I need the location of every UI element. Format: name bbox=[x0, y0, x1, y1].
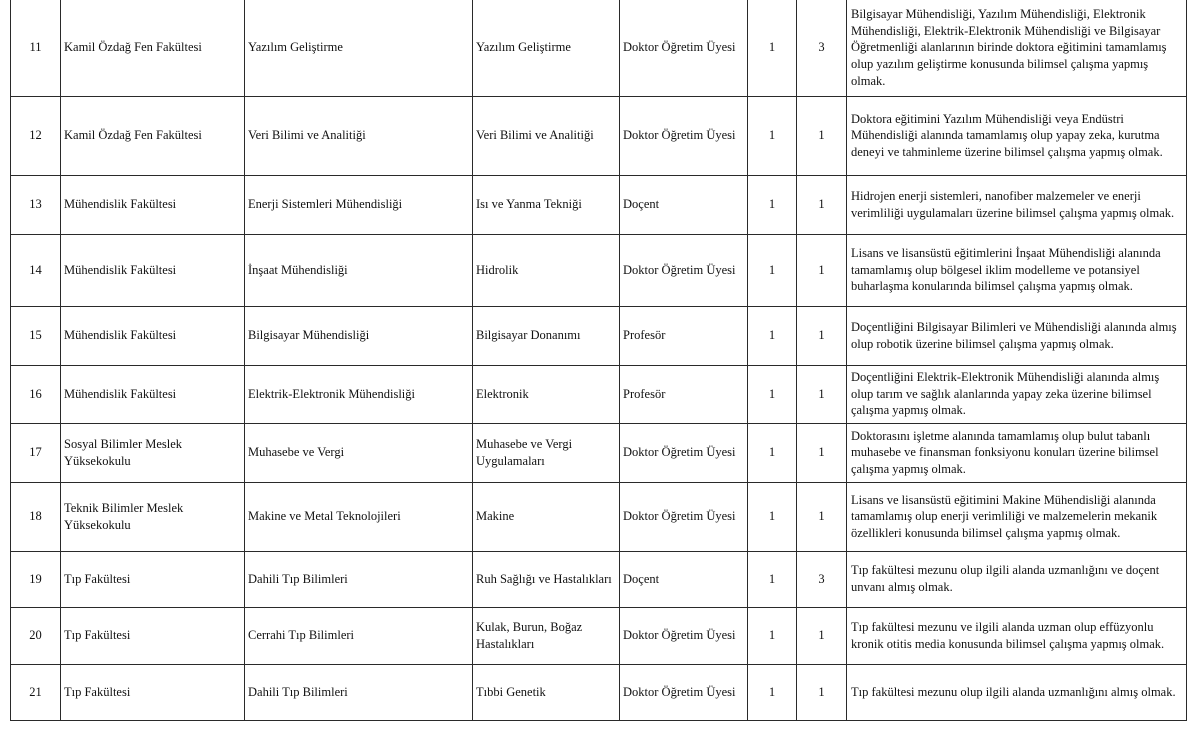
table-row bbox=[11, 607, 1187, 664]
department-cell: Muhasebe ve Vergi bbox=[245, 423, 473, 482]
count-cell: 1 bbox=[797, 423, 847, 482]
faculty-cell: Mühendislik Fakültesi bbox=[61, 306, 245, 365]
faculty-positions-table bbox=[10, 0, 1187, 721]
table-row bbox=[11, 482, 1187, 551]
faculty-cell: Mühendislik Fakültesi bbox=[61, 175, 245, 234]
faculty-cell: Teknik Bilimler Meslek Yüksekokulu bbox=[61, 482, 245, 551]
department-cell: Enerji Sistemleri Mühendisliği bbox=[245, 175, 473, 234]
requirement-cell: Doçentliğini Elektrik-Elektronik Mühendisliği alanında almış olup tarım ve sağlık alanlarında yapay zeka üzerine bilimsel çalışma yapmış olmak. bbox=[847, 365, 1187, 423]
field-cell: Ruh Sağlığı ve Hastalıkları bbox=[473, 551, 620, 607]
department-cell: Makine ve Metal Teknolojileri bbox=[245, 482, 473, 551]
row-number-cell: 16 bbox=[11, 365, 61, 423]
count-cell: 1 bbox=[797, 482, 847, 551]
title-cell: Doktor Öğretim Üyesi bbox=[620, 664, 748, 720]
title-cell: Doktor Öğretim Üyesi bbox=[620, 423, 748, 482]
level-cell: 1 bbox=[748, 234, 797, 306]
field-cell: Hidrolik bbox=[473, 234, 620, 306]
title-cell: Doktor Öğretim Üyesi bbox=[620, 234, 748, 306]
row-number-cell: 17 bbox=[11, 423, 61, 482]
row-number-cell: 11 bbox=[11, 0, 61, 96]
field-cell: Elektronik bbox=[473, 365, 620, 423]
row-number-cell: 20 bbox=[11, 607, 61, 664]
faculty-cell: Tıp Fakültesi bbox=[61, 551, 245, 607]
table-row bbox=[11, 96, 1187, 175]
title-cell: Profesör bbox=[620, 365, 748, 423]
faculty-cell: Tıp Fakültesi bbox=[61, 664, 245, 720]
count-cell: 3 bbox=[797, 0, 847, 96]
field-cell: Isı ve Yanma Tekniği bbox=[473, 175, 620, 234]
level-cell: 1 bbox=[748, 482, 797, 551]
requirement-cell: Doçentliğini Bilgisayar Bilimleri ve Mühendisliği alanında almış olup robotik üzerine bilimsel çalışma yapmış olmak. bbox=[847, 306, 1187, 365]
department-cell: Cerrahi Tıp Bilimleri bbox=[245, 607, 473, 664]
faculty-cell: Mühendislik Fakültesi bbox=[61, 365, 245, 423]
faculty-cell: Kamil Özdağ Fen Fakültesi bbox=[61, 0, 245, 96]
requirement-cell: Lisans ve lisansüstü eğitimlerini İnşaat Mühendisliği alanında tamamlamış olup bölgesel iklim modelleme ve potansiyel buharlaşma konularında bilimsel çalışma yapmış olmak. bbox=[847, 234, 1187, 306]
level-cell: 1 bbox=[748, 175, 797, 234]
requirement-cell: Doktora eğitimini Yazılım Mühendisliği veya Endüstri Mühendisliği alanında tamamlamış olup yapay zeka, kurutma deneyi ve tahminleme üzerine bilimsel çalışma yapmış olmak. bbox=[847, 96, 1187, 175]
table-row bbox=[11, 0, 1187, 96]
department-cell: İnşaat Mühendisliği bbox=[245, 234, 473, 306]
title-cell: Doçent bbox=[620, 551, 748, 607]
level-cell: 1 bbox=[748, 365, 797, 423]
table-row bbox=[11, 664, 1187, 720]
field-cell: Makine bbox=[473, 482, 620, 551]
count-cell: 1 bbox=[797, 365, 847, 423]
requirement-cell: Bilgisayar Mühendisliği, Yazılım Mühendisliği, Elektronik Mühendisliği, Elektrik-Elektronik Mühendisliği ve Bilgisayar Öğretmenliği alanlarının birinde doktora eğitimini tamamlamış olup yazılım geliştirme konusunda bilimsel çalışma yapmış olmak. bbox=[847, 0, 1187, 96]
field-cell: Kulak, Burun, Boğaz Hastalıkları bbox=[473, 607, 620, 664]
title-cell: Doktor Öğretim Üyesi bbox=[620, 482, 748, 551]
title-cell: Doktor Öğretim Üyesi bbox=[620, 0, 748, 96]
faculty-cell: Kamil Özdağ Fen Fakültesi bbox=[61, 96, 245, 175]
department-cell: Elektrik-Elektronik Mühendisliği bbox=[245, 365, 473, 423]
level-cell: 1 bbox=[748, 551, 797, 607]
field-cell: Muhasebe ve Vergi Uygulamaları bbox=[473, 423, 620, 482]
row-number-cell: 13 bbox=[11, 175, 61, 234]
row-number-cell: 14 bbox=[11, 234, 61, 306]
table-row bbox=[11, 423, 1187, 482]
department-cell: Dahili Tıp Bilimleri bbox=[245, 551, 473, 607]
title-cell: Doktor Öğretim Üyesi bbox=[620, 96, 748, 175]
row-number-cell: 18 bbox=[11, 482, 61, 551]
table-row bbox=[11, 175, 1187, 234]
requirement-cell: Tıp fakültesi mezunu olup ilgili alanda uzmanlığını almış olmak. bbox=[847, 664, 1187, 720]
requirement-cell: Doktorasını işletme alanında tamamlamış olup bulut tabanlı muhasebe ve finansman fonksiyonu konuları üzerine bilimsel çalışma yapmış olmak. bbox=[847, 423, 1187, 482]
row-number-cell: 21 bbox=[11, 664, 61, 720]
count-cell: 3 bbox=[797, 551, 847, 607]
level-cell: 1 bbox=[748, 0, 797, 96]
field-cell: Bilgisayar Donanımı bbox=[473, 306, 620, 365]
table-row bbox=[11, 234, 1187, 306]
count-cell: 1 bbox=[797, 306, 847, 365]
level-cell: 1 bbox=[748, 423, 797, 482]
table-row bbox=[11, 365, 1187, 423]
title-cell: Doçent bbox=[620, 175, 748, 234]
count-cell: 1 bbox=[797, 234, 847, 306]
faculty-cell: Mühendislik Fakültesi bbox=[61, 234, 245, 306]
count-cell: 1 bbox=[797, 607, 847, 664]
field-cell: Yazılım Geliştirme bbox=[473, 0, 620, 96]
requirement-cell: Hidrojen enerji sistemleri, nanofiber malzemeler ve enerji verimliliği uygulamaları üzerine bilimsel çalışma yapmış olmak. bbox=[847, 175, 1187, 234]
table-row bbox=[11, 551, 1187, 607]
count-cell: 1 bbox=[797, 664, 847, 720]
requirement-cell: Lisans ve lisansüstü eğitimini Makine Mühendisliği alanında tamamlamış olup enerji verimliliği ve malzemelerin mekanik özellikleri konusunda bilimsel çalışma yapmış olmak. bbox=[847, 482, 1187, 551]
level-cell: 1 bbox=[748, 664, 797, 720]
table-row bbox=[11, 306, 1187, 365]
department-cell: Dahili Tıp Bilimleri bbox=[245, 664, 473, 720]
requirement-cell: Tıp fakültesi mezunu olup ilgili alanda uzmanlığını ve doçent unvanı almış olmak. bbox=[847, 551, 1187, 607]
faculty-cell: Tıp Fakültesi bbox=[61, 607, 245, 664]
department-cell: Veri Bilimi ve Analitiği bbox=[245, 96, 473, 175]
level-cell: 1 bbox=[748, 306, 797, 365]
row-number-cell: 19 bbox=[11, 551, 61, 607]
field-cell: Veri Bilimi ve Analitiği bbox=[473, 96, 620, 175]
count-cell: 1 bbox=[797, 175, 847, 234]
level-cell: 1 bbox=[748, 607, 797, 664]
title-cell: Doktor Öğretim Üyesi bbox=[620, 607, 748, 664]
field-cell: Tıbbi Genetik bbox=[473, 664, 620, 720]
requirement-cell: Tıp fakültesi mezunu ve ilgili alanda uzman olup effüzyonlu kronik otitis media konusunda bilimsel çalışma yapmış olmak. bbox=[847, 607, 1187, 664]
count-cell: 1 bbox=[797, 96, 847, 175]
level-cell: 1 bbox=[748, 96, 797, 175]
department-cell: Yazılım Geliştirme bbox=[245, 0, 473, 96]
faculty-cell: Sosyal Bilimler Meslek Yüksekokulu bbox=[61, 423, 245, 482]
title-cell: Profesör bbox=[620, 306, 748, 365]
department-cell: Bilgisayar Mühendisliği bbox=[245, 306, 473, 365]
row-number-cell: 15 bbox=[11, 306, 61, 365]
row-number-cell: 12 bbox=[11, 96, 61, 175]
